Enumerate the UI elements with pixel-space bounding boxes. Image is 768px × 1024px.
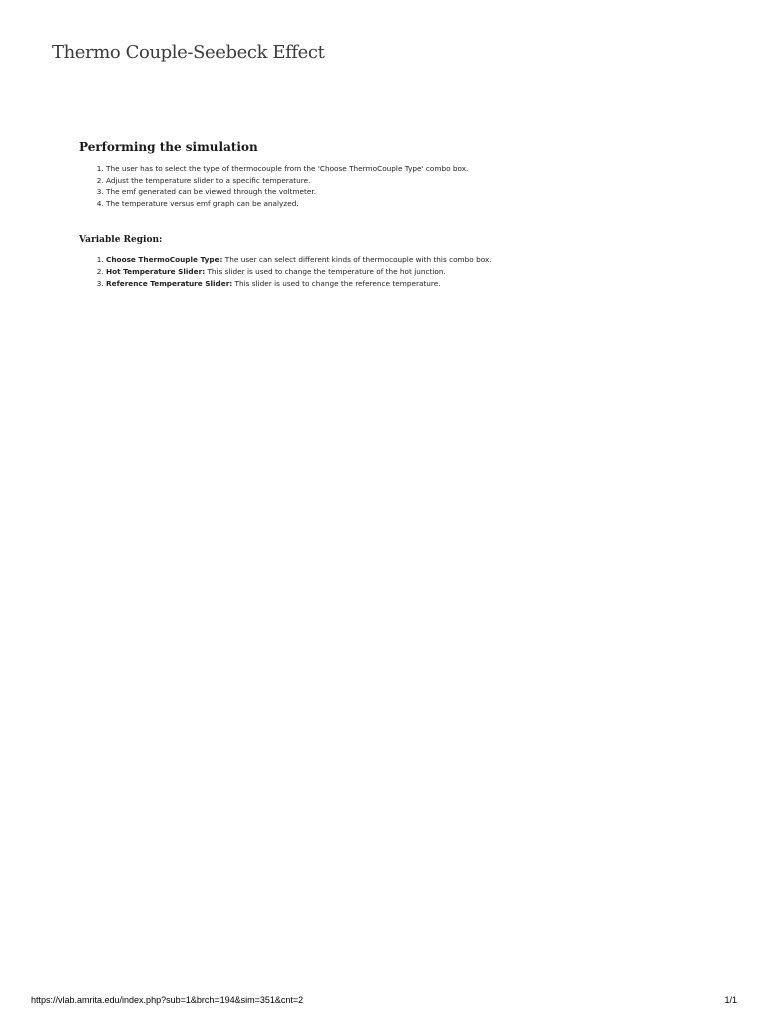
variable-description: This slider is used to change the temperature of the hot junction. — [205, 266, 446, 276]
variable-region-heading: Variable Region: — [79, 235, 163, 246]
simulation-steps-list — [79, 163, 719, 209]
variable-region-item — [106, 266, 719, 278]
simulation-step: 2. Adjust the temperature slider to a specific temperature. — [106, 175, 719, 187]
variable-region-item — [106, 278, 719, 290]
procedure-content — [79, 140, 719, 289]
page-title: Thermo Couple-Seebeck Effect — [52, 42, 325, 63]
simulation-step: 4. The temperature versus emf graph can be analyzed. — [106, 198, 719, 210]
variable-description: The user can select different kinds of thermocouple with this combo box. — [222, 255, 492, 265]
variable-region-item — [106, 254, 719, 266]
variable-term: Choose ThermoCouple Type: — [106, 255, 223, 265]
simulation-step: 3. The emf generated can be viewed through the voltmeter. — [106, 186, 719, 198]
print-page-number: 1/1 — [724, 995, 737, 1005]
simulation-heading: Performing the simulation — [79, 140, 258, 154]
simulation-step: 1. The user has to select the type of thermocouple from the 'Choose ThermoCouple Type' combo box. — [106, 163, 719, 175]
variable-term: Hot Temperature Slider: — [106, 266, 206, 276]
variable-region-list — [79, 254, 719, 289]
variable-description: This slider is used to change the reference temperature. — [232, 278, 441, 288]
variable-term: Reference Temperature Slider: — [106, 278, 233, 288]
print-url: https://vlab.amrita.edu/index.php?sub=1&brch=194&sim=351&cnt=2 — [31, 995, 304, 1005]
